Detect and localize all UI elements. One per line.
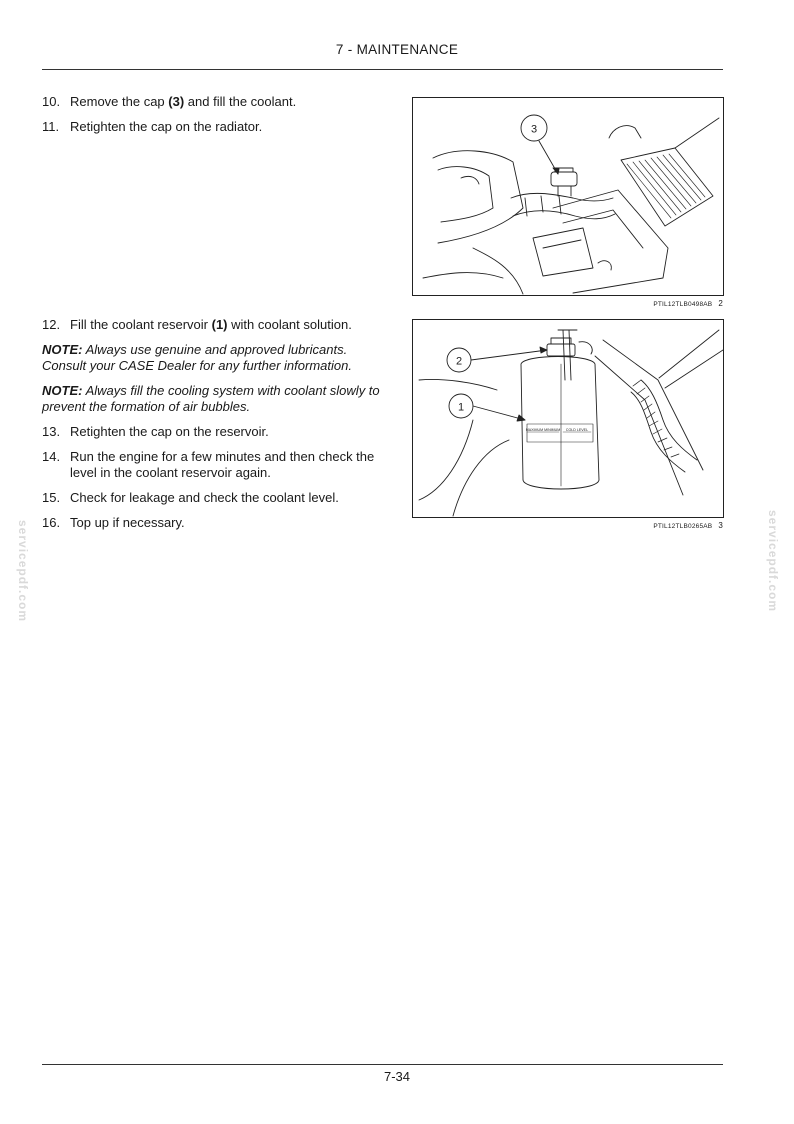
tank-cold-label: COLD LEVEL (565, 428, 589, 432)
radiator-illustration (413, 98, 723, 295)
step-number: 10. (42, 94, 61, 109)
figure-2-caption (412, 299, 723, 308)
header-rule (42, 69, 723, 70)
callout-label: 1 (457, 401, 465, 414)
step-text: Retighten the cap on the radiator. (70, 119, 263, 134)
step-number: 11. (42, 119, 60, 134)
note-label: NOTE: (42, 383, 83, 398)
step-13 (42, 424, 390, 440)
step-text: Retighten the cap on the reservoir. (70, 424, 269, 439)
figure-radiator-cap (412, 97, 724, 296)
footer-rule (42, 1064, 723, 1065)
step-16 (42, 515, 390, 531)
step-text: Run the engine for a few minutes and then check the level in the coolant reservoir again. (70, 449, 375, 480)
figure-coolant-reservoir (412, 319, 724, 518)
step-text: Top up if necessary. (70, 515, 185, 530)
callout-ref: (3) (168, 94, 185, 109)
step-number: 15. (42, 490, 61, 505)
step-15 (42, 490, 390, 506)
step-text: with coolant solution. (227, 317, 352, 332)
instructions-block-2 (42, 317, 390, 540)
step-number: 14. (42, 449, 61, 464)
note-label: NOTE: (42, 342, 83, 357)
step-text: Fill the coolant reservoir (70, 317, 212, 332)
step-text: Check for leakage and check the coolant level. (70, 490, 339, 505)
figure-code: PTIL12TLB0498AB (653, 301, 713, 308)
step-12 (42, 317, 390, 333)
step-text: Remove the cap (70, 94, 169, 109)
watermark-right: servicepdf.com (766, 510, 780, 613)
figure-code: PTIL12TLB0265AB (653, 523, 713, 530)
watermark-left: servicepdf.com (16, 520, 30, 623)
step-number: 13. (42, 424, 61, 439)
step-10 (42, 94, 390, 110)
step-text: and fill the coolant. (184, 94, 297, 109)
section-title: 7 - MAINTENANCE (335, 42, 459, 57)
callout-ref: (1) (211, 317, 228, 332)
page-number: 7-34 (383, 1069, 411, 1084)
step-11 (42, 119, 390, 135)
note-lubricants (42, 342, 390, 374)
instructions-block-1 (42, 94, 390, 144)
reservoir-illustration (413, 320, 723, 517)
note-air-bubbles (42, 383, 390, 415)
step-14 (42, 449, 390, 481)
note-text: Always use genuine and approved lubricants. Consult your CASE Dealer for any further information. (42, 342, 352, 373)
figure-number: 2 (718, 299, 723, 308)
step-number: 12. (42, 317, 61, 332)
callout-label: 2 (455, 355, 463, 368)
tank-level-label: MAXIMUM MINIMUM (525, 428, 561, 432)
step-number: 16. (42, 515, 61, 530)
note-text: Always fill the cooling system with coolant slowly to prevent the formation of air bubbles. (42, 383, 380, 414)
callout-label: 3 (530, 123, 538, 136)
figure-number: 3 (718, 521, 723, 530)
figure-3-caption (412, 521, 723, 530)
